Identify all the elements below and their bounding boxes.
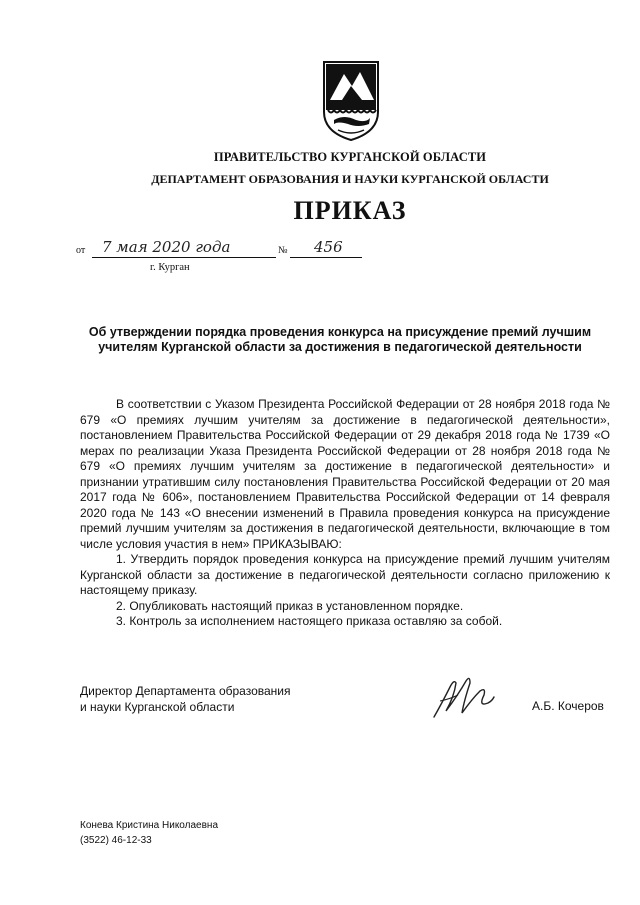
signer-position	[80, 683, 291, 715]
document-subject: Об утверждении порядка проведения конкурса на присуждение премий лучшим учителям Курганской области за достижения в педагогической деятельности	[88, 325, 592, 354]
signer-position-line-1: Директор Департамента образования	[80, 684, 291, 698]
number-underline	[290, 257, 362, 258]
coat-of-arms-emblem	[322, 60, 380, 142]
signer-position-line-2: и науки Курганской области	[80, 700, 235, 714]
signer-name: А.Б. Кочеров	[532, 699, 604, 713]
order-item-1: 1. Утвердить порядок проведения конкурса на присуждение премий лучшим учителям Курганской области за достижение в педагогической деятельности согласно приложению к настоящему приказу.	[80, 552, 610, 597]
city: г. Курган	[150, 262, 190, 273]
order-item-3: 3. Контроль за исполнением настоящего приказа оставляю за собой.	[116, 614, 503, 628]
number-prefix: №	[278, 245, 288, 256]
date-prefix: от	[76, 245, 86, 256]
order-item-2: 2. Опубликовать настоящий приказ в установленном порядке.	[116, 598, 464, 613]
org-line-1: ПРАВИТЕЛЬСТВО КУРГАНСКОЙ ОБЛАСТИ	[213, 150, 487, 164]
preamble-paragraph: В соответствии с Указом Президента Российской Федерации от 28 ноября 2018 года № 679 «О премиях лучшим учителям за достижение в педагогической деятельности», постановлением Правительства Российской Федерации от 29 декабря 2018 года № 1739 «О мерах по реализации Указа Президента Российской Федерации от 28 ноября 2018 года № 679 «О премиях лучшим учителям за достижение в педагогической деятельности» и признании утратившим силу постановления Правительства Российской Федерации от 20 мая 2017 года № 606», постановлением Правительства Российской Федерации от 14 февраля 2020 года № 143 «О внесении изменений в Правила проведения конкурса на присуждение премий лучшим учителям за достижения в педагогической деятельности, включающие в том числе условия участия в нем» ПРИКАЗЫВАЮ:	[80, 397, 610, 551]
date-number-line	[76, 236, 366, 262]
org-line-2: ДЕПАРТАМЕНТ ОБРАЗОВАНИЯ И НАУКИ КУРГАНСКОЙ ОБЛАСТИ	[151, 172, 549, 186]
handwritten-number: 456	[314, 238, 343, 256]
document-body	[80, 397, 610, 630]
handwritten-signature	[428, 673, 498, 721]
document-type-title: ПРИКАЗ	[293, 196, 407, 225]
executor-name: Конева Кристина Николаевна	[80, 820, 219, 831]
handwritten-date: 7 мая 2020 года	[102, 238, 231, 256]
executor-phone: (3522) 46-12-33	[80, 835, 152, 846]
date-underline	[92, 257, 276, 258]
executor-info	[80, 818, 218, 848]
